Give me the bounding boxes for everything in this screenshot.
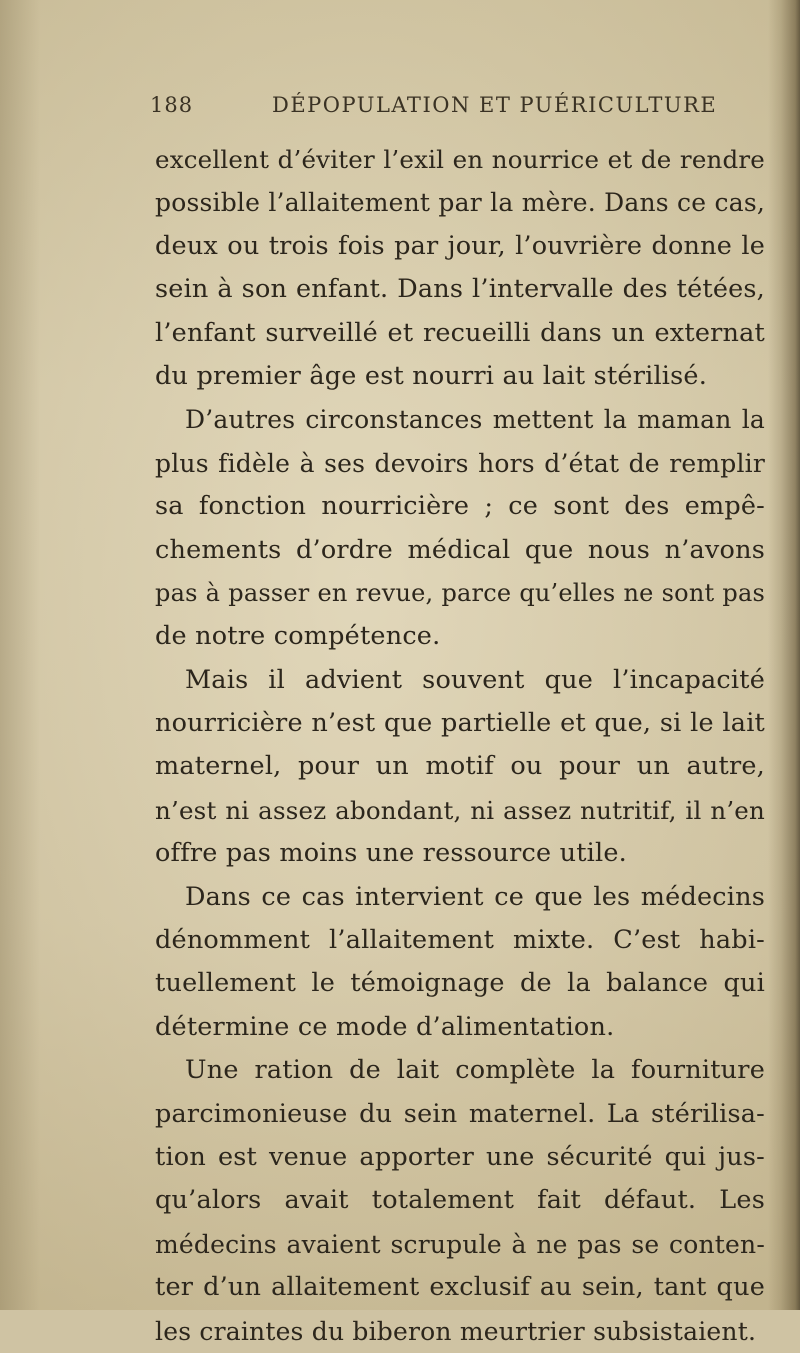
text-line: sa fonction nourricière ; ce sont des empê-: [155, 491, 765, 522]
body-text: [155, 138, 765, 1353]
text-line: n’est ni assez abondant, ni assez nutritif, il n’en: [155, 795, 765, 825]
text-line: de notre compétence.: [155, 621, 441, 652]
page-number: 188: [150, 93, 194, 117]
running-title: DÉPOPULATION ET PUÉRICULTURE: [272, 93, 718, 117]
paragraph-start: Une ration de lait complète la fourniture: [185, 1055, 765, 1086]
page-left-shadow: [0, 0, 40, 1310]
text-line: offre pas moins une ressource utile.: [155, 838, 627, 869]
paragraph-start: Dans ce cas intervient ce que les médecins: [185, 881, 765, 912]
text-line: possible l’allaitement par la mère. Dans ce cas,: [155, 188, 765, 218]
text-line: tion est venue apporter une sécurité qui jus-: [155, 1141, 765, 1172]
text-line: ter d’un allaitement exclusif au sein, tant que: [155, 1272, 765, 1303]
page-header: [150, 93, 770, 123]
text-line: plus fidèle à ses devoirs hors d’état de remplir: [155, 448, 765, 478]
text-line: maternel, pour un motif ou pour un autre,: [155, 751, 765, 782]
text-line: deux ou trois fois par jour, l’ouvrière donne le: [155, 230, 765, 261]
text-line: pas à passer en revue, parce qu’elles ne sont pas: [155, 578, 765, 607]
text-line: dénomment l’allaitement mixte. C’est habi-: [155, 925, 765, 956]
text-line: détermine ce mode d’alimentation.: [155, 1011, 615, 1042]
text-line: médecins avaient scrupule à ne pas se conten-: [155, 1229, 765, 1259]
text-line: qu’alors avait totalement fait défaut. Les: [155, 1185, 765, 1216]
text-line: nourricière n’est que partielle et que, si le lait: [155, 708, 765, 739]
text-line: chements d’ordre médical que nous n’avons: [155, 534, 765, 565]
text-line: du premier âge est nourri au lait stérilisé.: [155, 360, 708, 391]
text-line: tuellement le témoignage de la balance qui: [155, 968, 765, 999]
paragraph-start: D’autres circonstances mettent la maman la: [185, 405, 765, 435]
text-line: l’enfant surveillé et recueilli dans un externat: [155, 317, 765, 348]
page-right-edge: [768, 0, 800, 1310]
text-line: excellent d’éviter l’exil en nourrice et de rendre: [155, 145, 765, 174]
text-line: sein à son enfant. Dans l’intervalle des tétées,: [155, 274, 765, 305]
text-line: parcimonieuse du sein maternel. La stérilisa-: [155, 1098, 765, 1129]
paragraph-start: Mais il advient souvent que l’incapacité: [185, 664, 765, 695]
text-line: les craintes du biberon meurtrier subsistaient.: [155, 1316, 757, 1346]
